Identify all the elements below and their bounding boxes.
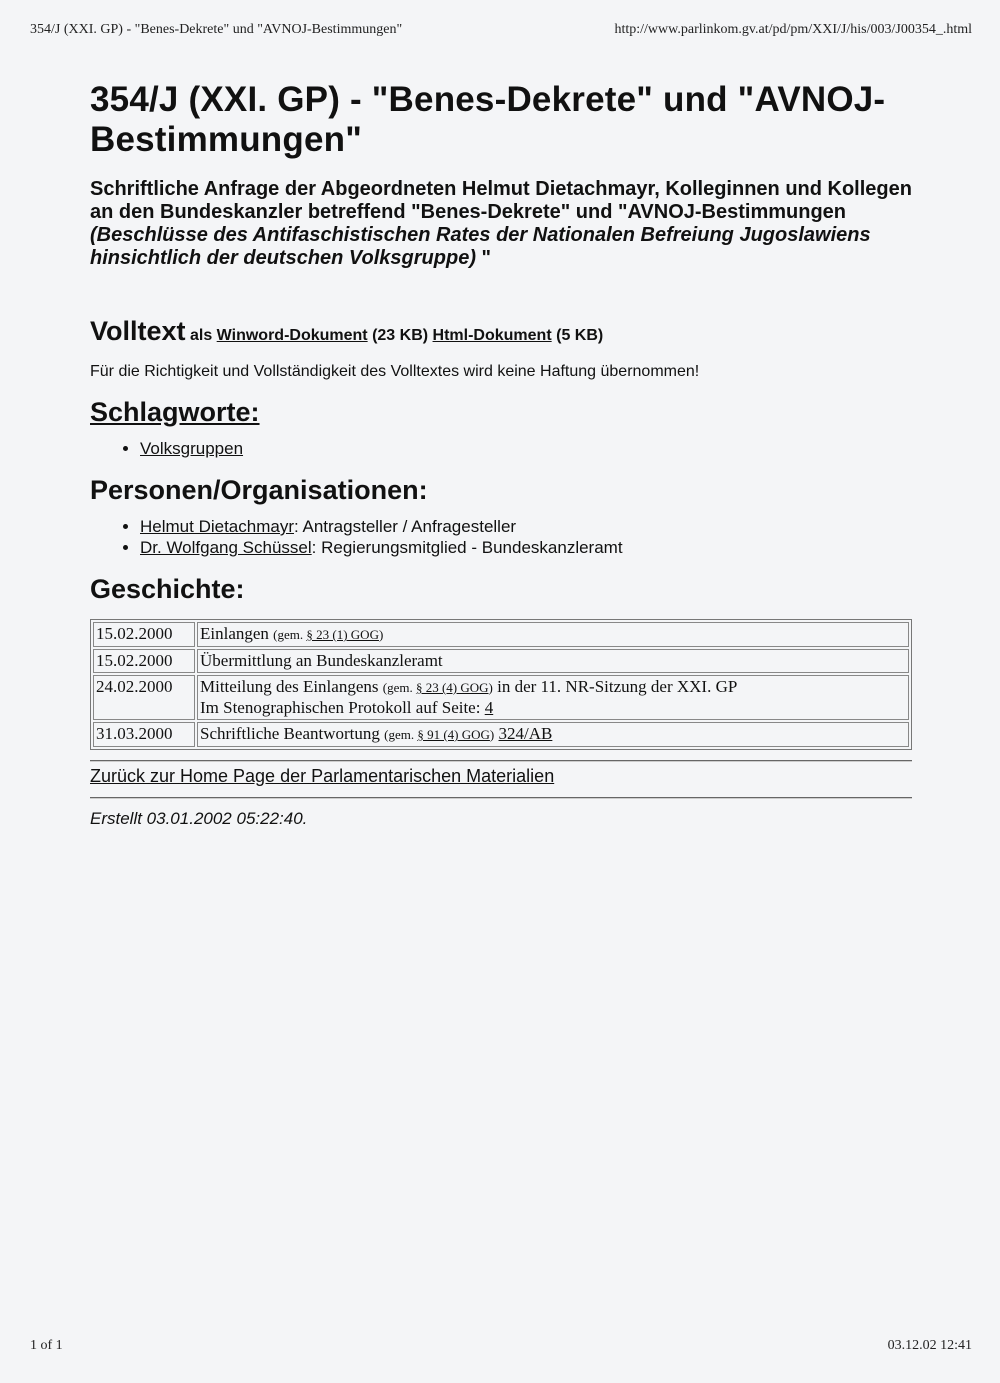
divider (90, 760, 912, 762)
subtitle-main: Schriftliche Anfrage der Abgeordneten Helmut Dietachmayr, Kolleginnen und Kollegen an den Bundeskanzler betreffend "Benes-Dekrete" und "AVNOJ-Bestimmungen (90, 178, 912, 223)
history-text: Übermittlung an Bundeskanzleramt (200, 651, 443, 670)
volltext-als: als (189, 327, 213, 344)
history-text-after: in der 11. NR-Sitzung der XXI. GP (492, 677, 738, 696)
ref-suffix: ) (489, 727, 495, 742)
ref-prefix: (gem. (384, 727, 418, 742)
table-row (93, 722, 909, 747)
subtitle-italic: (Beschlüsse des Antifaschistischen Rates der Nationalen Befreiung Jugoslawiens hinsichtlich der deutschen Volksgruppe) (90, 224, 871, 269)
list-item (140, 438, 920, 459)
history-table (90, 619, 912, 750)
protocol-page-link[interactable]: 4 (484, 698, 494, 717)
history-ref (384, 727, 494, 742)
history-ref (383, 680, 493, 695)
page-title: 354/J (XXI. GP) - "Benes-Dekrete" und "AVNOJ-Bestimmungen" (90, 80, 886, 159)
html-size: (5 KB) (556, 327, 604, 344)
table-row (93, 622, 909, 647)
person-role: : Regierungsmitglied - Bundeskanzleramt (311, 538, 623, 557)
page-subtitle (90, 178, 920, 270)
print-timestamp: 03.12.02 12:41 (887, 1338, 972, 1353)
table-row (93, 675, 909, 720)
list-item (140, 516, 920, 537)
history-ref (273, 627, 383, 642)
divider (90, 797, 912, 799)
schlagworte-list (90, 438, 920, 459)
history-date: 31.03.2000 (93, 722, 195, 747)
history-date: 24.02.2000 (93, 675, 195, 720)
history-text: Schriftliche Beantwortung (200, 724, 380, 743)
disclaimer: Für die Richtigkeit und Vollständigkeit des Volltextes wird keine Haftung übernommen! (90, 363, 700, 380)
gog-link[interactable]: § 91 (4) GOG (417, 727, 490, 742)
history-text: Einlangen (200, 624, 269, 643)
page-count: 1 of 1 (30, 1338, 63, 1353)
person-link[interactable]: Helmut Dietachmayr (140, 517, 294, 536)
keyword-link[interactable]: Volksgruppen (140, 439, 244, 458)
list-item (140, 537, 920, 558)
person-link[interactable]: Dr. Wolfgang Schüssel (140, 538, 312, 557)
schlagworte-heading: Schlagworte: (90, 397, 260, 427)
volltext-heading: Volltext (90, 316, 186, 346)
gog-link[interactable]: § 23 (4) GOG (415, 680, 489, 695)
back-home-link[interactable]: Zurück zur Home Page der Parlamentarischen Materialien (90, 766, 555, 786)
print-footer (30, 1338, 972, 1354)
gog-link[interactable]: § 23 (1) GOG (306, 627, 379, 642)
geschichte-heading: Geschichte: (90, 574, 245, 604)
table-row (93, 649, 909, 673)
history-entry (197, 675, 909, 720)
html-document-link[interactable]: Html-Dokument (432, 327, 552, 344)
answer-link[interactable]: 324/AB (498, 724, 553, 743)
ref-prefix: (gem. (382, 680, 416, 695)
volltext-line (90, 316, 920, 347)
winword-size: (23 KB) (372, 327, 429, 344)
personen-list (90, 516, 920, 558)
print-header-url: http://www.parlinkom.gv.at/pd/pm/XXI/J/his/003/J00354_.html (614, 22, 972, 37)
history-date: 15.02.2000 (93, 622, 195, 647)
protocol-text: Im Stenographischen Protokoll auf Seite: (200, 698, 485, 717)
created-timestamp: Erstellt 03.01.2002 05:22:40. (90, 809, 308, 828)
history-entry (197, 722, 909, 747)
history-entry (197, 649, 909, 673)
print-header-title: 354/J (XXI. GP) - "Benes-Dekrete" und "AVNOJ-Bestimmungen" (30, 22, 403, 37)
ref-suffix: ) (378, 627, 384, 642)
print-header (30, 22, 972, 38)
person-role: : Antragsteller / Anfragesteller (294, 517, 517, 536)
winword-document-link[interactable]: Winword-Dokument (216, 327, 368, 344)
history-entry (197, 622, 909, 647)
history-text: Mitteilung des Einlangens (200, 677, 379, 696)
ref-prefix: (gem. (273, 627, 307, 642)
ref-suffix: ) (488, 680, 493, 695)
history-date: 15.02.2000 (93, 649, 195, 673)
personen-heading: Personen/Organisationen: (90, 475, 428, 505)
subtitle-tail: " (476, 247, 492, 269)
page-content (90, 80, 920, 829)
